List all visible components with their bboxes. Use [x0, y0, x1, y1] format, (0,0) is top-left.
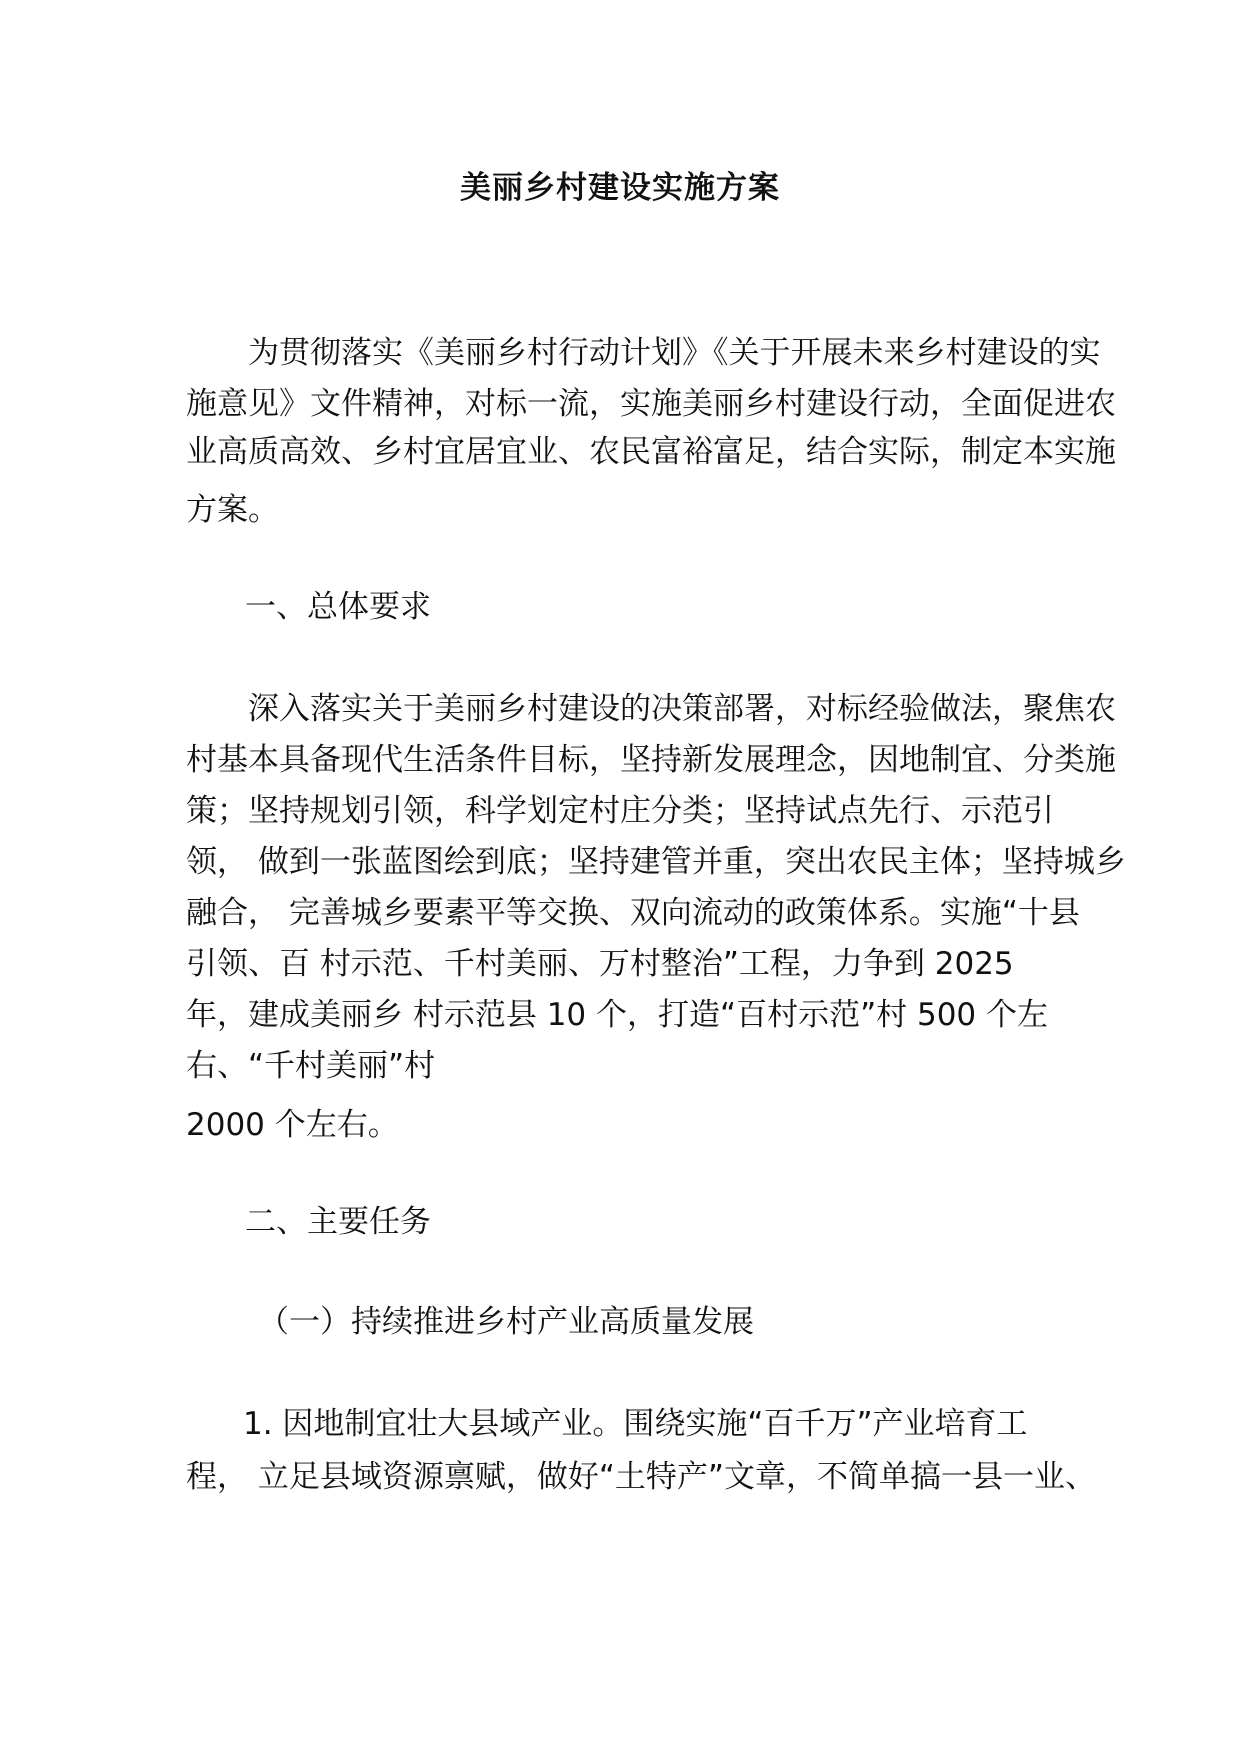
- section1-line-4: 领， 做到一张蓝图绘到底；坚持建管并重，突出农民主体；坚持城乡: [186, 844, 1126, 880]
- section1-line-2: 村基本具备现代生活条件目标，坚持新发展理念，因地制宜、分类施: [186, 742, 1116, 778]
- document-title: 美丽乡村建设实施方案: [460, 170, 780, 206]
- section-heading-1: 一、总体要求: [245, 589, 431, 625]
- section1-line-7: 年，建成美丽乡 村示范县 10 个，打造“百村示范”村 500 个左: [186, 997, 1049, 1033]
- intro-line-1: 为贯彻落实《美丽乡村行动计划》《关于开展未来乡村建设的实: [248, 335, 1101, 371]
- section1-line-9: 2000 个左右。: [186, 1107, 399, 1143]
- section1-line-6: 引领、百 村示范、千村美丽、万村整治”工程，力争到 2025: [186, 946, 1014, 982]
- intro-line-4: 方案。: [186, 492, 279, 528]
- intro-line-2: 施意见》文件精神，对标一流，实施美丽乡村建设行动，全面促进农: [186, 386, 1116, 422]
- section1-line-5: 融合， 完善城乡要素平等交换、双向流动的政策体系。实施“十县: [186, 895, 1080, 931]
- section1-line-8: 右、“千村美丽”村: [186, 1048, 436, 1084]
- subsection-heading-1: （一）持续推进乡村产业高质量发展: [258, 1304, 754, 1340]
- item1-line-1: 1. 因地制宜壮大县域产业。围绕实施“百千万”产业培育工: [243, 1406, 1028, 1442]
- section-heading-2: 二、主要任务: [245, 1204, 431, 1240]
- item1-line-2: 程， 立足县域资源禀赋，做好“土特产”文章，不简单搞一县一业、: [186, 1459, 1096, 1495]
- section1-line-1: 深入落实关于美丽乡村建设的决策部署，对标经验做法，聚焦农: [248, 691, 1116, 727]
- intro-line-3: 业高质高效、乡村宜居宜业、农民富裕富足，结合实际，制定本实施: [186, 434, 1116, 470]
- section1-line-3: 策；坚持规划引领，科学划定村庄分类；坚持试点先行、示范引: [186, 793, 1054, 829]
